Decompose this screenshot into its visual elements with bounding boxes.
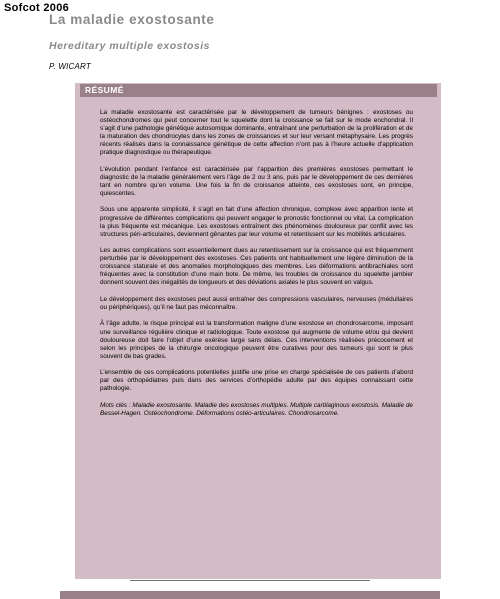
journal-tag: Sofcot 2006 <box>4 2 70 14</box>
section-divider <box>130 580 370 581</box>
article-author: P. WICART <box>49 62 91 71</box>
resume-paragraph: L’évolution pendant l’enfance est caractérisée par l’apparition des premières exostoses permettant le diagnostic de la maladie généralement vers l’âge de 2 ou 3 ans, puis par le développement de ces dernières tant en nombre qu’en volume. Une fois la fin de croissance atteinte, ces exostoses sont, en principe, quiescentes. <box>100 165 413 197</box>
resume-paragraph: Sous une apparente simplicité, il s’agit en fait d’une affection chronique, complexe avec apparition lente et progressive de différentes complications qui peuvent engager le pronostic fonctionnel ou vital. La complication la plus fréquente est mécanique. Les exostoses entraînent des phénomènes douloureux par conflit avec les structures péri-articulaires, deviennent gênantes par leur volume et retentissent sur les mobilités articulaires. <box>100 206 413 238</box>
resume-paragraph: L’ensemble de ces complications potentielles justifie une prise en charge spécialisée de ces patients d’abord par des orthopédiatres puis dans des services d’orthopédie adulte par des équipes connaissant cette pathologie. <box>100 369 413 393</box>
resume-keywords: Mots clés : Maladie exostosante. Maladie des exostoses multiples. Multiple cartilaginous exostosis. Maladie de Bessel-Hagen. Ostéochondrome. Déformations ostéo-articulaires. Chondrosarcome. <box>100 401 413 417</box>
resume-paragraph: Le développement des exostoses peut aussi entraîner des compressions vasculaires, nerveuses (médullaires ou périphériques), qu’il ne faut pas méconnaître. <box>100 295 413 311</box>
resume-paragraph: Les autres complications sont essentiellement dues au retentissement sur la croissance qui est fréquemment perturbée par le développement des exostoses. Ces patients ont habituellement une légère diminution de la croissance staturale et des anomalies morphologiques des membres. Les déformations antibrachiales sont fréquentes avec la constitution d’une main bote. De même, les troubles de croissance du squelette jambier donnent souvent des inégalités de longueurs et des déviations axiales le plus souvent en valgus. <box>100 247 413 287</box>
resume-body <box>100 109 413 418</box>
article-subtitle: Hereditary multiple exostosis <box>49 40 210 52</box>
resume-paragraph: La maladie exostosante est caractérisée par le développement de tumeurs bénignes : exostoses ou ostéochondromes qui peut concerner tout le squelette dont la croissance se fait sur le mode enchondral. Il s’agit d’une pathologie génétique autosomique dominante, entraînant une perturbation de la prolifération et de la maturation des chondrocytes dans les zones de croissances et sur leur versant métaphysaire. Les progrès récents réalisés dans la connaissance génétique de cette affection n’ont pas à l’heure actuelle d’application pratique diagnostique ou thérapeutique. <box>100 109 413 157</box>
resume-heading: RÉSUMÉ <box>80 84 437 97</box>
resume-paragraph: À l’âge adulte, le risque principal est la transformation maligne d’une exostose en chondrosarcome, imposant une surveillance régulière clinique et radiologique. Toute exostose qui augmente de volume et/ou qui devient douloureuse doit faire l’objet d’une exérèse large sans délais. Ces interventions réalisées précocement et selon les principes de la chirurgie oncologique peuvent être curatives pour des tumeurs qui sont le plus souvent de bas grades. <box>100 320 413 360</box>
article-title: La maladie exostosante <box>49 12 215 27</box>
next-section-band <box>60 591 440 599</box>
